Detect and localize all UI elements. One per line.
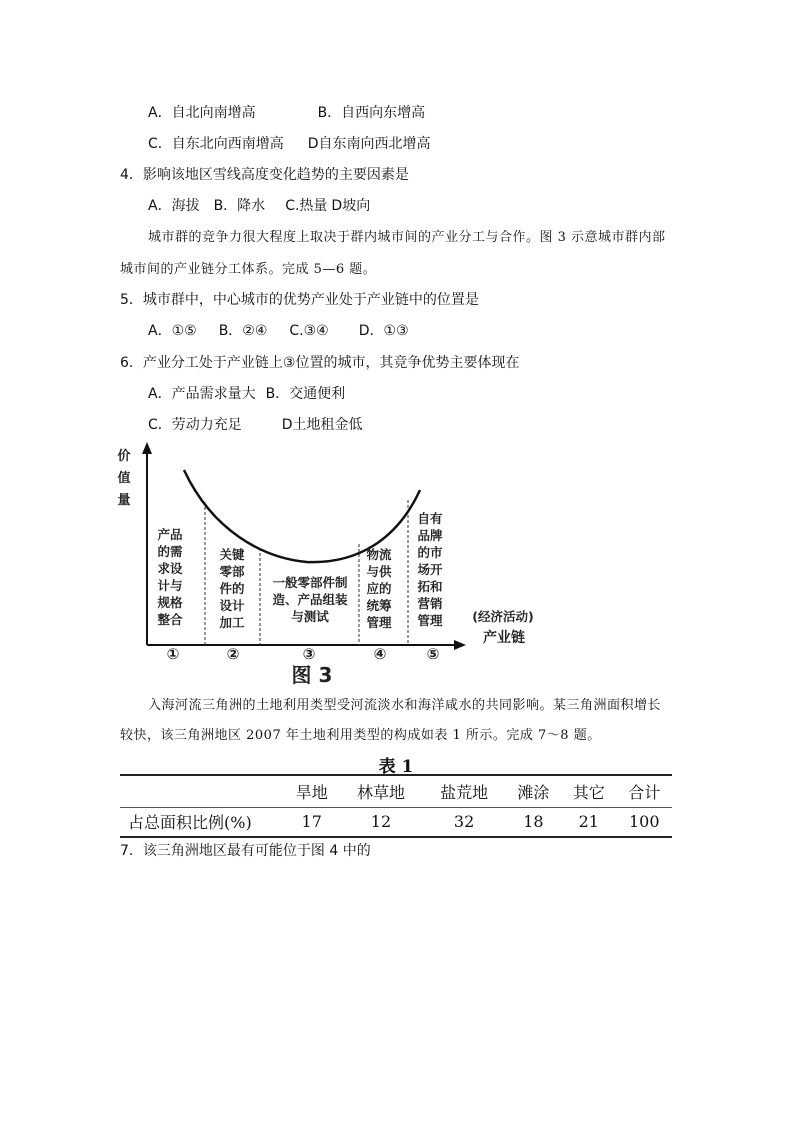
q3-options-row-1: [148, 104, 425, 122]
table-1: [120, 752, 672, 838]
table-cell: 21: [578, 812, 599, 832]
table-cell: 17: [301, 812, 322, 832]
table-row: [120, 807, 672, 837]
q4-option-a: A．海拔: [148, 198, 200, 214]
segment-2-marker: ②: [226, 645, 240, 663]
table-cell: 100: [628, 812, 660, 832]
q5-option-d: D．①③: [358, 323, 409, 339]
table-1-grid: [120, 774, 672, 838]
q6-option-b: B．交通便利: [265, 386, 346, 402]
y-axis-arrow: [142, 442, 152, 454]
table-header-cell: 滩涂: [517, 782, 550, 802]
q5-stem: 5．城市群中，中心城市的优势产业处于产业链中的位置是: [120, 292, 479, 308]
q3-option-d: D自东南向西北增高: [307, 136, 431, 152]
table-cell: 32: [453, 812, 475, 832]
segment-4-marker: ④: [373, 645, 387, 663]
table-header-cell: 盐荒地: [440, 782, 489, 802]
y-axis-label: 价值量: [117, 449, 131, 508]
figure-3-smile-curve: [112, 440, 552, 690]
q5-option-b: B．②④: [218, 323, 268, 339]
q4-option-b: B．降水: [213, 198, 266, 214]
table-header-cell: 旱地: [295, 782, 328, 802]
segment-1-marker: ①: [166, 645, 180, 663]
table-header-cell: 林草地: [356, 782, 405, 802]
segment-5-marker: ⑤: [426, 645, 440, 663]
q4-stem: 4．影响该地区雪线高度变化趋势的主要因素是: [120, 167, 409, 183]
table-row-label: 占总面积比例(%): [128, 813, 252, 833]
table-header-blank: [120, 775, 284, 807]
segment-2-text: 关键零部件的设计加工: [219, 547, 245, 630]
q5-option-a: A．①⑤: [148, 323, 197, 339]
q6-option-d: D土地租金低: [281, 417, 363, 433]
q6-options-row-1: [148, 385, 345, 403]
q4-option-d: D坡向: [331, 198, 371, 214]
intro-7-8-line-1: 入海河流三角洲的土地利用类型受河流淡水和海洋咸水的共同影响。某三角洲面积增长: [148, 698, 662, 713]
table-header-cell: 合计: [628, 782, 661, 802]
q6-option-c: C．劳动力充足: [148, 417, 242, 433]
x-axis-label: 产业链: [483, 630, 525, 646]
table-cell: 12: [370, 812, 392, 832]
q3-options-row-2: [148, 135, 431, 153]
intro-5-6-line-1: 城市群的竞争力很大程度上取决于群内城市间的产业分工与合作。图 3 示意城市群内部: [148, 230, 666, 245]
q4-option-c: C.热量: [285, 198, 328, 214]
intro-5-6-line-2: 城市间的产业链分工体系。完成 5—6 题。: [120, 262, 377, 277]
q5-options: [148, 322, 409, 340]
intro-7-8-line-2: 较快，该三角洲地区 2007 年土地利用类型的构成如表 1 所示。完成 7～8 题。: [120, 728, 601, 743]
table-header-row: [120, 775, 672, 807]
q7-stem: 7．该三角洲地区最有可能位于图 4 中的: [120, 843, 371, 859]
segment-1-text: 产品的需求设计与规格整合: [157, 527, 183, 627]
q6-options-row-2: [148, 416, 363, 434]
x-axis-arrow: [454, 640, 466, 650]
table-1-caption: 表 1: [378, 757, 414, 777]
q6-option-a: A．产品需求量大: [148, 386, 256, 402]
q5-option-c: C.③④: [289, 323, 329, 339]
q3-option-c: C．自东北向西南增高: [148, 136, 284, 152]
segment-5-text: 自有品牌的市场开拓和营销管理: [417, 511, 443, 628]
q4-options: [148, 197, 370, 215]
q3-option-b: B．自西向东增高: [317, 105, 426, 121]
q3-option-a: A．自北向南增高: [148, 105, 256, 121]
segment-3-text: 一般零部件制造、产品组装与测试: [272, 575, 348, 624]
segment-3-marker: ③: [302, 645, 316, 663]
table-cell: 18: [523, 812, 544, 832]
segment-4-text: 物流与供应的统筹管理: [366, 547, 392, 630]
table-header-cell: 其它: [572, 782, 605, 802]
q6-stem: 6．产业分工处于产业链上③位置的城市，其竞争优势主要体现在: [120, 355, 520, 371]
figure-3-caption: 图 3: [291, 663, 333, 687]
activity-label: (经济活动): [472, 609, 534, 624]
